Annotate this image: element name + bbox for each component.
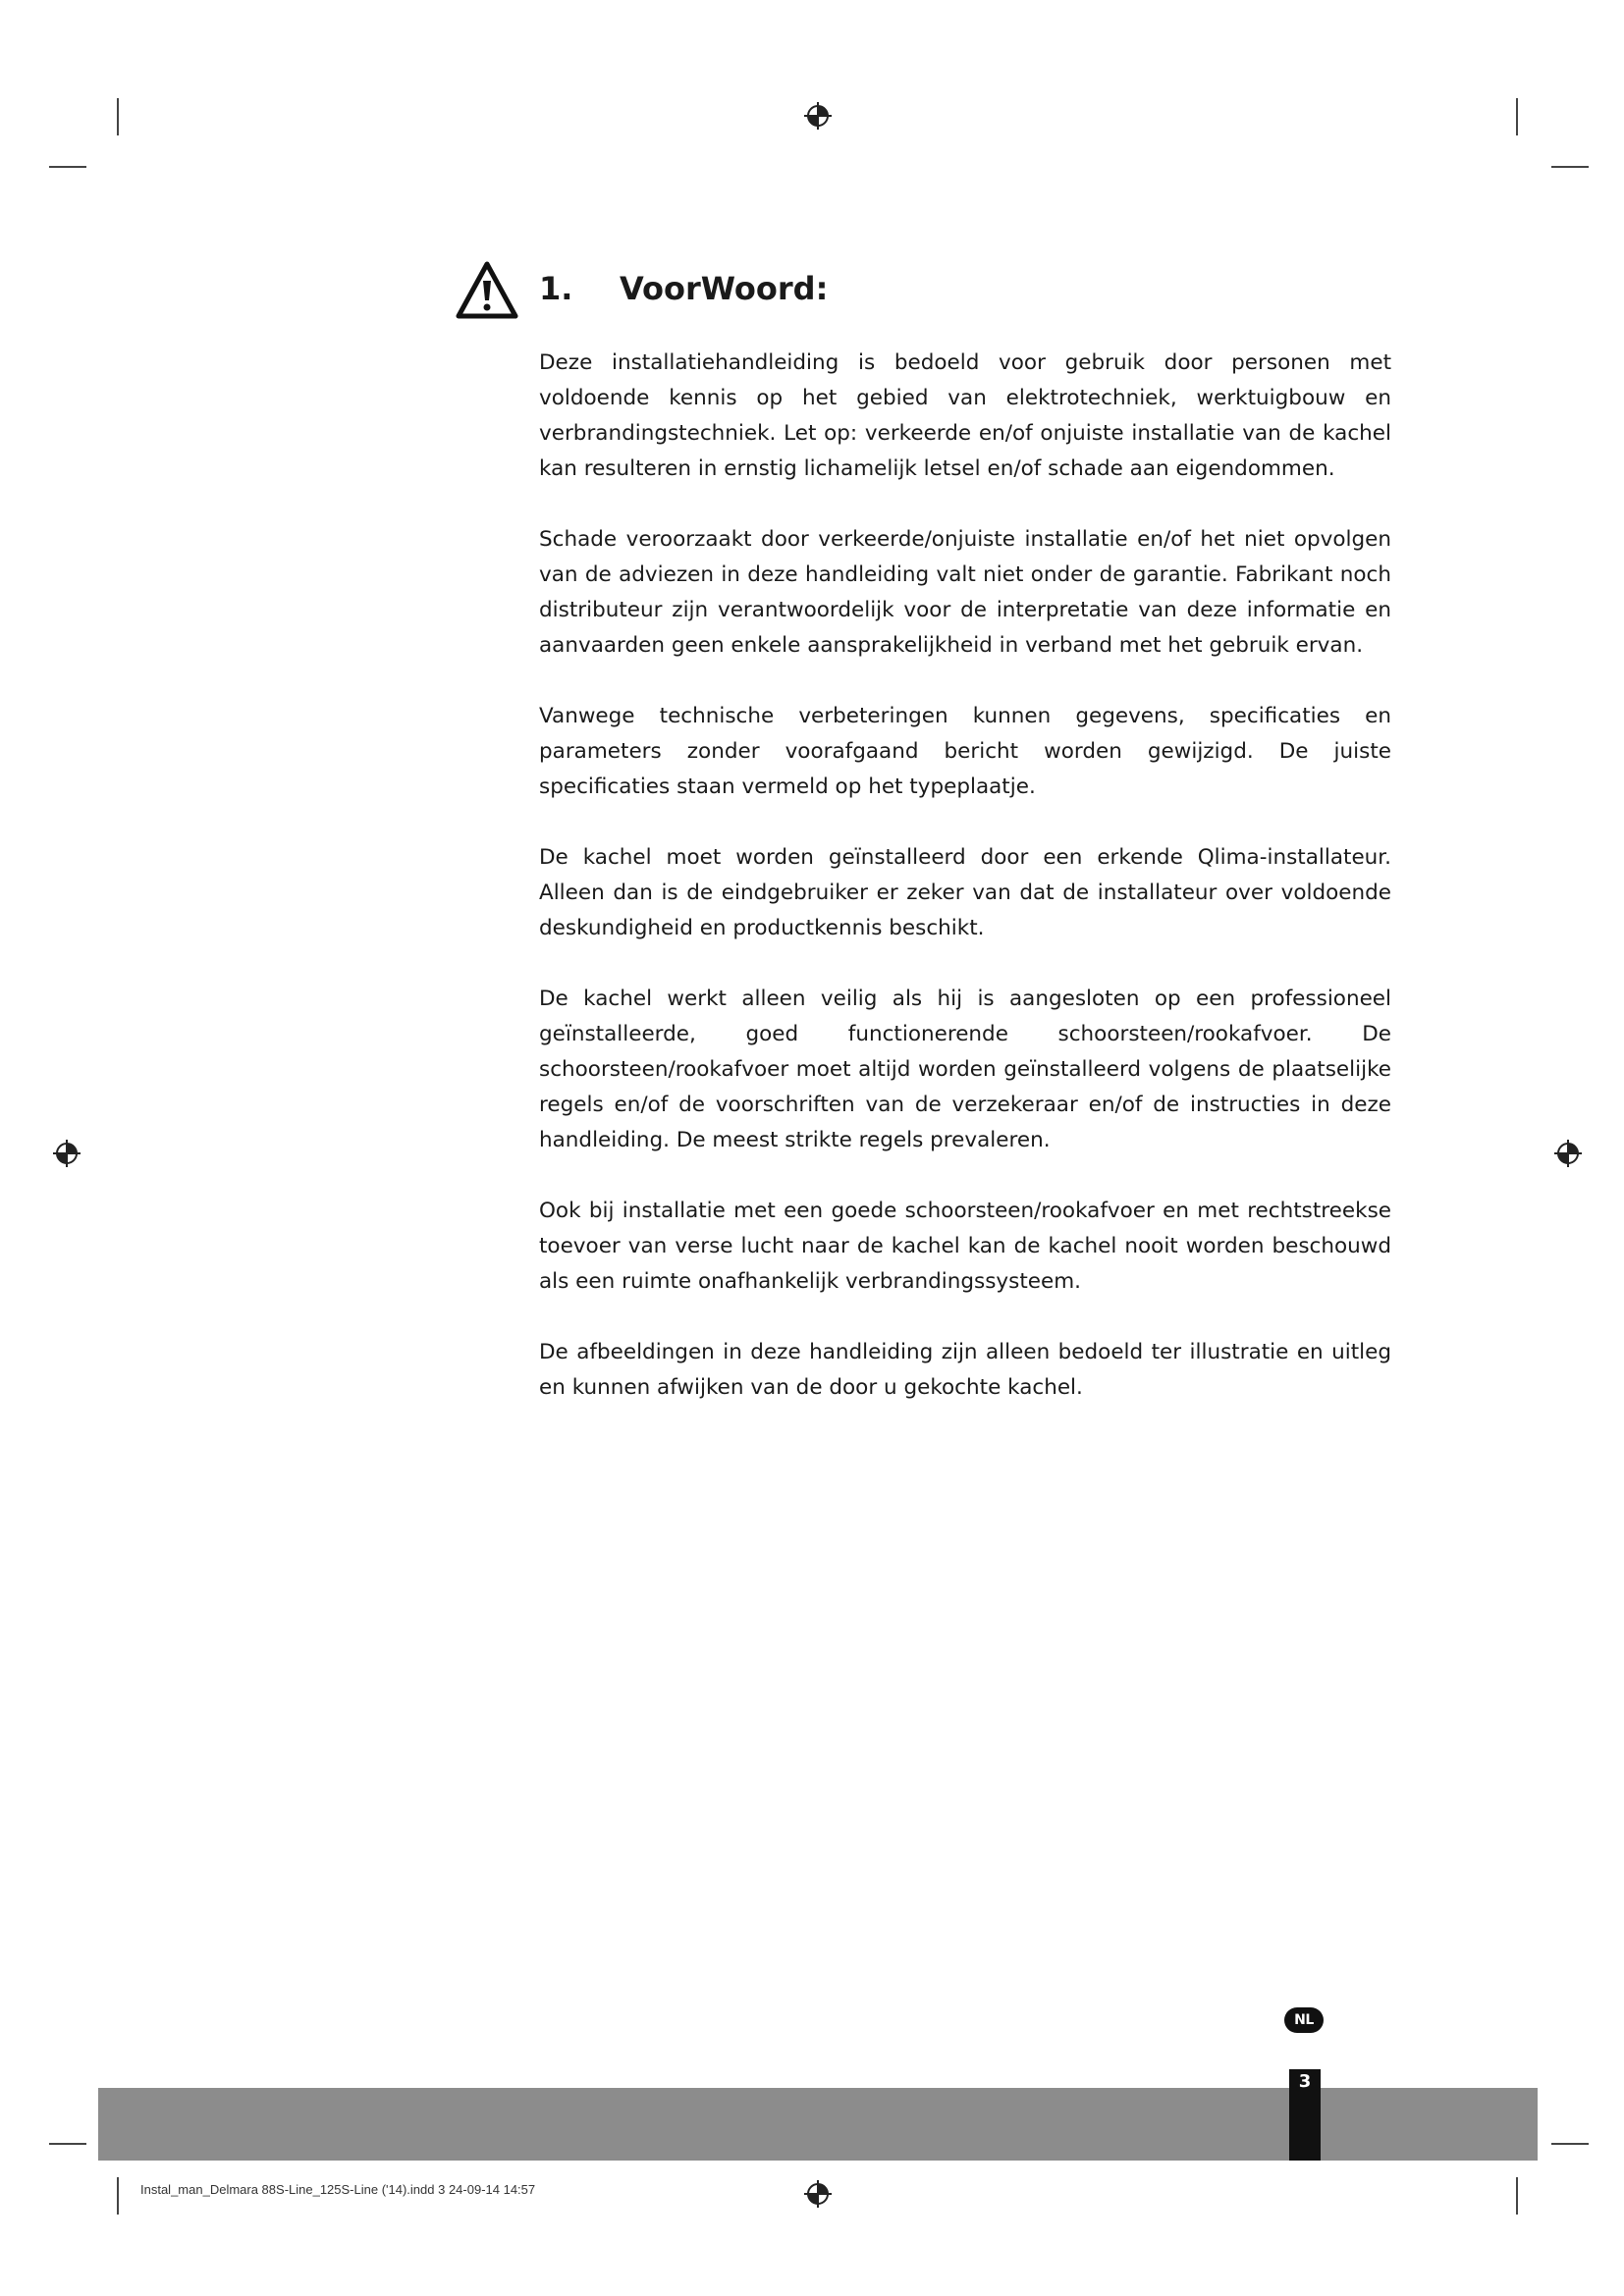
- crop-mark-bottom-left-h: [49, 2143, 86, 2145]
- warning-triangle-icon: [456, 261, 518, 320]
- registration-mark-bottom-icon: [803, 2179, 833, 2209]
- crop-mark-top-left-h: [49, 166, 86, 168]
- crop-mark-bottom-right-h: [1551, 2143, 1589, 2145]
- crop-mark-top-right-h: [1551, 166, 1589, 168]
- crop-mark-bottom-left: [117, 2177, 119, 2215]
- section-title: VoorWoord:: [620, 270, 829, 307]
- paragraph: De kachel moet worden geïnstalleerd door een erkende Qlima-installateur. Alleen dan is de eindgebruiker er zeker van dat de installateur over voldoende deskundigheid en productkennis beschikt.: [539, 845, 1391, 940]
- registration-mark-left-icon: [52, 1139, 81, 1168]
- section-number: 1.: [539, 270, 573, 307]
- language-badge: NL: [1284, 2007, 1324, 2033]
- crop-mark-top-right: [1516, 98, 1518, 135]
- crop-mark-bottom-right: [1516, 2177, 1518, 2215]
- crop-mark-top-left: [117, 98, 119, 135]
- paragraph: Vanwege technische verbeteringen kunnen gegevens, specificaties en parameters zonder voorafgaand bericht worden gewijzigd. De juiste specificaties staan vermeld op het typeplaatje.: [539, 704, 1391, 799]
- body-text: [539, 346, 1391, 1441]
- paragraph: De afbeeldingen in deze handleiding zijn alleen bedoeld ter illustratie en uitleg en kunnen afwijken van de door u gekochte kachel.: [539, 1340, 1391, 1400]
- registration-mark-top-icon: [803, 101, 833, 131]
- footer-band: [98, 2088, 1538, 2161]
- paragraph: Schade veroorzaakt door verkeerde/onjuiste installatie en/of het niet opvolgen van de adviezen in deze handleiding valt niet onder de garantie. Fabrikant noch distributeur zijn verantwoordelijk voor de interpretatie van deze informatie en aanvaarden geen enkele aansprakelijkheid in verband met het gebruik ervan.: [539, 527, 1391, 658]
- paragraph: Ook bij installatie met een goede schoorsteen/rookafvoer en met rechtstreekse toevoer van verse lucht naar de kachel kan de kachel nooit worden beschouwd als een ruimte onafhankelijk verbrandingssysteem.: [539, 1199, 1391, 1294]
- paragraph: De kachel werkt alleen veilig als hij is aangesloten op een professioneel geïnstalleerde, goed functionerende schoorsteen/rookafvoer. De schoorsteen/rookafvoer moet altijd worden geïnstalleerd volgens de plaatselijke regels en/of de voorschriften van de verzekeraar en/of de instructies in deze handleiding. De meest strikte regels prevaleren.: [539, 987, 1391, 1152]
- registration-mark-right-icon: [1553, 1139, 1583, 1168]
- page-number: 3: [1289, 2069, 1321, 2161]
- paragraph: Deze installatiehandleiding is bedoeld voor gebruik door personen met voldoende kennis op het gebied van elektrotechniek, werktuigbouw en verbrandingstechniek. Let op: verkeerde en/of onjuiste installatie van de kachel kan resulteren in ernstig lichamelijk letsel en/of schade aan eigendommen.: [539, 350, 1391, 481]
- section-heading: [539, 263, 828, 314]
- print-slug: Instal_man_Delmara 88S-Line_125S-Line ('14).indd 3 24-09-14 14:57: [140, 2182, 536, 2197]
